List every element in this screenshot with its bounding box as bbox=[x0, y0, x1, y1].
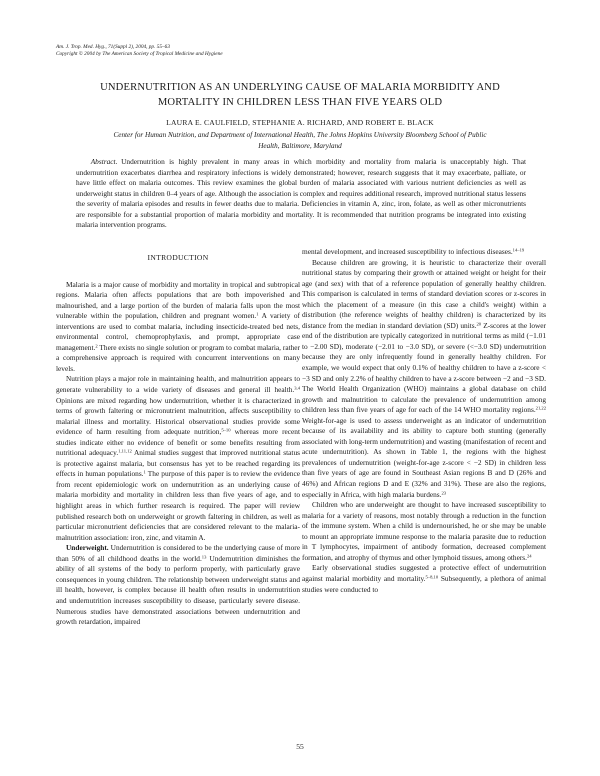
citation-ref: 24 bbox=[526, 553, 532, 559]
text-run: The purpose of this paper is to review the evidence from recent epidemiologic work on undernutrition as an underlying cause of malaria morbidity and mortality in children less than five years of age, and to highlight areas in which further research is required. The paper will review published research both on underweight or growth faltering in children, as well as particular micronutrient deficiencies that are considered relevant to the malaria-malnutrition association: iron, zinc, and vitamin A. bbox=[56, 469, 300, 542]
citation-ref: 1,11,12 bbox=[118, 448, 132, 454]
citation-ref: 21,22 bbox=[535, 405, 546, 411]
affiliation-line-2: Health, Baltimore, Maryland bbox=[258, 141, 342, 150]
citation-ref: 3,4 bbox=[294, 385, 300, 391]
abstract-label: Abstract. bbox=[90, 157, 118, 166]
citation-ref: 1 bbox=[256, 311, 259, 317]
citation-ref: 5–10 bbox=[221, 427, 231, 433]
citation-ref: 20 bbox=[476, 321, 482, 327]
left-column bbox=[56, 253, 300, 628]
intro-paragraph-2 bbox=[56, 374, 300, 543]
text-run: Nutrition plays a major role in maintaining health, and malnutrition appears to generate vulnerability to a wide variety of diseases and general ill health. bbox=[56, 374, 300, 395]
affiliation bbox=[40, 130, 560, 151]
immune-paragraph bbox=[302, 500, 546, 563]
text-run: A variety of interventions are used to combat malaria, including insecticide-treated bed nets, environmental control, chemoprophylaxis, and prompt, appropriate case management. bbox=[56, 311, 300, 352]
text-run: Z-scores at the lower end of the distribution are typically categorized in nutritional terms as mild (−1.01 to −2.00 SD), moderate (−2.01 to −3.0 SD), or severe (<−3.0 SD) undernutrition because they are only infrequently found in generally healthy children. For example, we would expect that only 0.1% of healthy children to have a z-score < −3 SD and only 2.2% of healthy children to have a z-score between −2 and −3 SD. The World Health Organization (WHO) maintains a global database on child growth and malnutrition to calculate the prevalence of undernutrition among children less than five years of age for each of the 14 WHO mortality regions. bbox=[302, 320, 546, 415]
text-run: Subsequently, a plethora of animal studies were conducted to bbox=[302, 573, 546, 594]
text-run: There exists no single solution or program to combat malaria, rather a comprehensive approach is required with concurrent interventions on many levels. bbox=[56, 342, 300, 373]
text-run: Undernutrition diminishes the ability of all systems of the body to perform properly, with particularly grave consequences in young children. The relationship between underweight status and ill health, however, is complex because ill health often results in undernutrition and undernutrition increases susceptibility to disease, particularly severe disease. Numerous studies have demonstrated associations between undernutrition and growth retardation, impaired bbox=[56, 553, 300, 627]
text-run: mental development, and increased susceptibility to infectious diseases. bbox=[302, 247, 513, 256]
text-run: Malaria is a major cause of morbidity and mortality in tropical and subtropical regions. Malaria often affects populations that are both impoverished and malnourished, and a large portion of the burden of malaria falls upon the most vulnerable within the population, children and pregnant women. bbox=[56, 279, 300, 321]
text-run: Opinions are mixed regarding how undernutrition, whether it is characterized in terms of growth faltering or micronutrient malnutrition, affects susceptibility to malarial illness and mortality. Historical observational studies provide some evidence of harm resulting from adequate nutrition, bbox=[56, 395, 300, 437]
citation-ref: 23 bbox=[441, 489, 447, 495]
text-run: Children who are underweight are thought to have increased susceptibility to malaria for a variety of reasons, most notably through a reduction in the function of the immune system. When a child is undernourished, he or she may be unable to mount an appropriate immune response to the malaria parasite due to reduction in T lymphocytes, impairment of antibody formation, decreased complement formation, and atrophy of thymus and other lymphoid tissues, among others. bbox=[302, 500, 546, 562]
copyright-notice: Copyright © 2004 by The American Society of Tropical Medicine and Hygiene bbox=[56, 51, 223, 57]
affiliation-line-1: Center for Human Nutrition, and Department of International Health, The Johns Hopkins University Bloomberg School of Public bbox=[113, 131, 487, 139]
abstract bbox=[76, 157, 526, 231]
underweight-paragraph bbox=[56, 543, 300, 627]
citation-ref: 1 bbox=[143, 469, 146, 475]
author-list: LAURA E. CAULFIELD, STEPHANIE A. RICHARD, AND ROBERT E. BLACK bbox=[166, 118, 434, 127]
journal-citation: Am. J. Trop. Med. Hyg., 71(Suppl 2), 2004, pp. 55–63 bbox=[56, 44, 170, 50]
text-run: Undernutrition is considered to be the underlying cause of more than 50% of all childhood deaths in the world. bbox=[56, 543, 300, 563]
abstract-text: Undernutrition is highly prevalent in many areas in which morbidity and mortality from malaria is unacceptably high. That undernutrition exacerbates diarrhea and respiratory infections is widely demonstrated; however, research suggests that it may exacerbate, palliate, or have little effect on malaria outcomes. This review examines the global burden of malaria associated with various nutrient deficiencies as well as underweight status in children 0–4 years of age. Although the association is complex and requires additional research, improved nutritional status lessens the severity of malaria episodes and results in fewer deaths due to malaria. Deficiencies in vitamin A, zinc, iron, folate, as well as other micronutrients are responsible for a substantial proportion of malaria morbidity and mortality. It is recommended that nutrition programs be integrated into existing malaria intervention programs. bbox=[76, 157, 526, 229]
intro-paragraph-1 bbox=[56, 280, 300, 375]
continued-paragraph bbox=[302, 247, 546, 258]
right-column bbox=[302, 247, 546, 595]
citation-ref: 5–8,10 bbox=[425, 574, 439, 580]
page-number: 55 bbox=[296, 742, 304, 751]
article-title bbox=[40, 80, 560, 110]
text-run: Early observational studies suggested a protective effect of undernutrition against malarial morbidity and mortality. bbox=[302, 563, 546, 583]
early-studies-paragraph bbox=[302, 563, 546, 595]
title-line-2: MORTALITY IN CHILDREN LESS THAN FIVE YEARS OLD bbox=[157, 97, 443, 108]
citation-ref: 2 bbox=[95, 343, 98, 349]
section-heading-introduction: INTRODUCTION bbox=[147, 253, 209, 262]
text-run: Because children are growing, it is heuristic to characterize their overall nutritional status by comparing their growth or attained weight or height for their age (and sex) with that of a reference population of generally healthy children. This comparison is calculated in terms of standard deviation scores or z-scores in which the placement of a measure (in this case a child's weight) within a distribution (the reference weights of healthy children) is characterized by its distance from the median in standard deviation (SD) units. bbox=[302, 257, 546, 330]
running-header bbox=[56, 44, 416, 58]
runin-heading-underweight: Underweight. bbox=[66, 543, 109, 553]
title-line-1: UNDERNUTRITION AS AN UNDERLYING CAUSE OF MALARIA MORBIDITY AND bbox=[100, 82, 500, 93]
citation-ref: 14–19 bbox=[512, 247, 525, 253]
zscore-paragraph bbox=[302, 258, 546, 501]
text-run: whereas more recent studies indicate either no evidence of benefit or some benefits resulting from nutritional adequacy. bbox=[56, 427, 301, 458]
text-run: Animal studies suggest that improved nutritional status is protective against malaria, but consensus has yet to be reached regarding its effects in human populations. bbox=[56, 448, 300, 479]
text-run: Weight-for-age is used to assess underweight as an indicator of undernutrition because of its availability and its ability to capture both stunting (generally associated with long-term undernutrition) and wasting (manifestation of recent and acute undernutrition). As shown in Table 1, the regions with the highest prevalences of undernutrition (weight-for-age z-score < −2 SD) in children less than five years of age are found in Southeast Asian regions B and D (26% and 46%) and African regions D and E (32% and 31%). These are also the regions, especially in Africa, with high malaria burdens. bbox=[302, 415, 546, 499]
citation-ref: 13 bbox=[201, 554, 207, 560]
